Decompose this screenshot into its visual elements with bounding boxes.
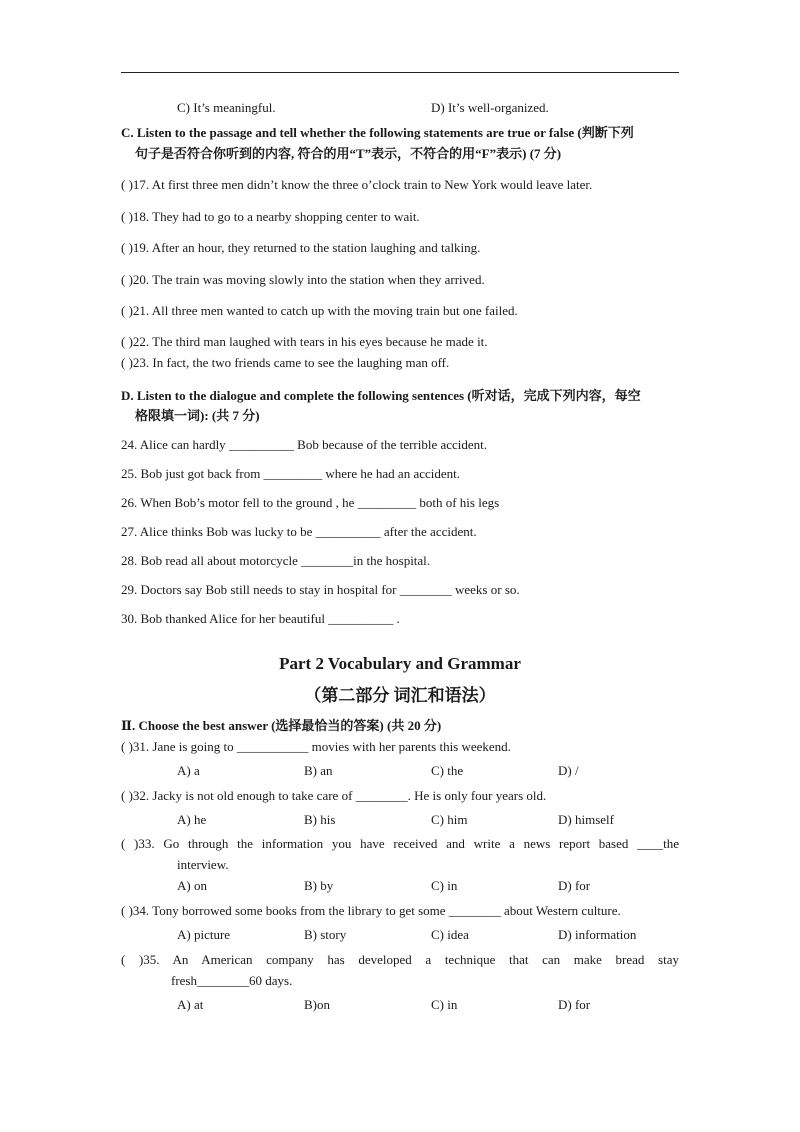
q32-option-b: B) his bbox=[304, 812, 336, 827]
tf-item-21: ( )21. All three men wanted to catch up with the moving train but one failed. bbox=[121, 303, 518, 318]
q35-option-a: A) at bbox=[177, 997, 204, 1012]
q33-option-c: C) in bbox=[431, 878, 458, 893]
fill-item-26: 26. When Bob’s motor fell to the ground , he _________ both of his legs bbox=[121, 495, 500, 510]
fill-item-24: 24. Alice can hardly __________ Bob because of the terrible accident. bbox=[121, 437, 488, 452]
q35-stem-line1: ( )35. An American company has developed a technique that can make bread stay bbox=[121, 952, 679, 967]
section-c-heading-line1: C. Listen to the passage and tell whether the following statements are true or false (判断下列 bbox=[121, 125, 634, 140]
q32-stem: ( )32. Jacky is not old enough to take care of ________. He is only four years old. bbox=[121, 788, 547, 803]
q33-stem-line2: interview. bbox=[177, 857, 229, 872]
header-rule bbox=[121, 72, 679, 73]
prev-option-c: C) It’s meaningful. bbox=[177, 100, 276, 115]
q35-option-b: B)on bbox=[304, 997, 330, 1012]
fill-item-30: 30. Bob thanked Alice for her beautiful __________ . bbox=[121, 611, 400, 626]
tf-item-18: ( )18. They had to go to a nearby shopping center to wait. bbox=[121, 209, 420, 224]
q34-option-c: C) idea bbox=[431, 927, 469, 942]
section-d-heading-line1: D. Listen to the dialogue and complete the following sentences (听对话，完成下列内容，每空 bbox=[121, 388, 641, 403]
q35-option-c: C) in bbox=[431, 997, 458, 1012]
q31-stem: ( )31. Jane is going to ___________ movies with her parents this weekend. bbox=[121, 739, 511, 754]
q32-option-d: D) himself bbox=[558, 812, 614, 827]
tf-item-22: ( )22. The third man laughed with tears in his eyes because he made it. bbox=[121, 334, 488, 349]
q34-option-a: A) picture bbox=[177, 927, 231, 942]
prev-option-d: D) It’s well-organized. bbox=[431, 100, 549, 115]
part2-title: Part 2 Vocabulary and Grammar bbox=[279, 654, 521, 673]
q32-option-a: A) he bbox=[177, 812, 207, 827]
q34-stem: ( )34. Tony borrowed some books from the library to get some ________ about Western culture. bbox=[121, 903, 621, 918]
section-ii-heading: Ⅱ. Choose the best answer (选择最恰当的答案) (共 20 分) bbox=[121, 718, 442, 733]
q31-option-b: B) an bbox=[304, 763, 333, 778]
tf-item-19: ( )19. After an hour, they returned to the station laughing and talking. bbox=[121, 240, 481, 255]
q34-option-b: B) story bbox=[304, 927, 347, 942]
fill-item-25: 25. Bob just got back from _________ where he had an accident. bbox=[121, 466, 460, 481]
q31-option-c: C) the bbox=[431, 763, 464, 778]
q35-option-d: D) for bbox=[558, 997, 591, 1012]
tf-item-23: ( )23. In fact, the two friends came to see the laughing man off. bbox=[121, 355, 450, 370]
q33-option-a: A) on bbox=[177, 878, 207, 893]
fill-item-28: 28. Bob read all about motorcycle ________in the hospital. bbox=[121, 553, 431, 568]
tf-item-17: ( )17. At first three men didn’t know the three o’clock train to New York would leave later. bbox=[121, 177, 593, 192]
q31-option-a: A) a bbox=[177, 763, 200, 778]
q33-option-d: D) for bbox=[558, 878, 591, 893]
q35-stem-line2: fresh________60 days. bbox=[171, 973, 293, 988]
q33-option-b: B) by bbox=[304, 878, 334, 893]
tf-item-20: ( )20. The train was moving slowly into the station when they arrived. bbox=[121, 272, 485, 287]
fill-item-29: 29. Doctors say Bob still needs to stay in hospital for ________ weeks or so. bbox=[121, 582, 520, 597]
part2-subtitle: （第二部分 词汇和语法） bbox=[304, 686, 496, 705]
section-c-heading-line2: 句子是否符合你听到的内容, 符合的用“T”表示，不符合的用“F”表示) (7 分) bbox=[135, 146, 562, 161]
q33-stem-line1: ( )33. Go through the information you have received and write a news report based ____the bbox=[121, 836, 679, 851]
q31-option-d: D) / bbox=[558, 763, 579, 778]
fill-item-27: 27. Alice thinks Bob was lucky to be __________ after the accident. bbox=[121, 524, 477, 539]
q34-option-d: D) information bbox=[558, 927, 637, 942]
section-d-heading-line2: 格限填一词): (共 7 分) bbox=[135, 408, 260, 423]
q32-option-c: C) him bbox=[431, 812, 468, 827]
